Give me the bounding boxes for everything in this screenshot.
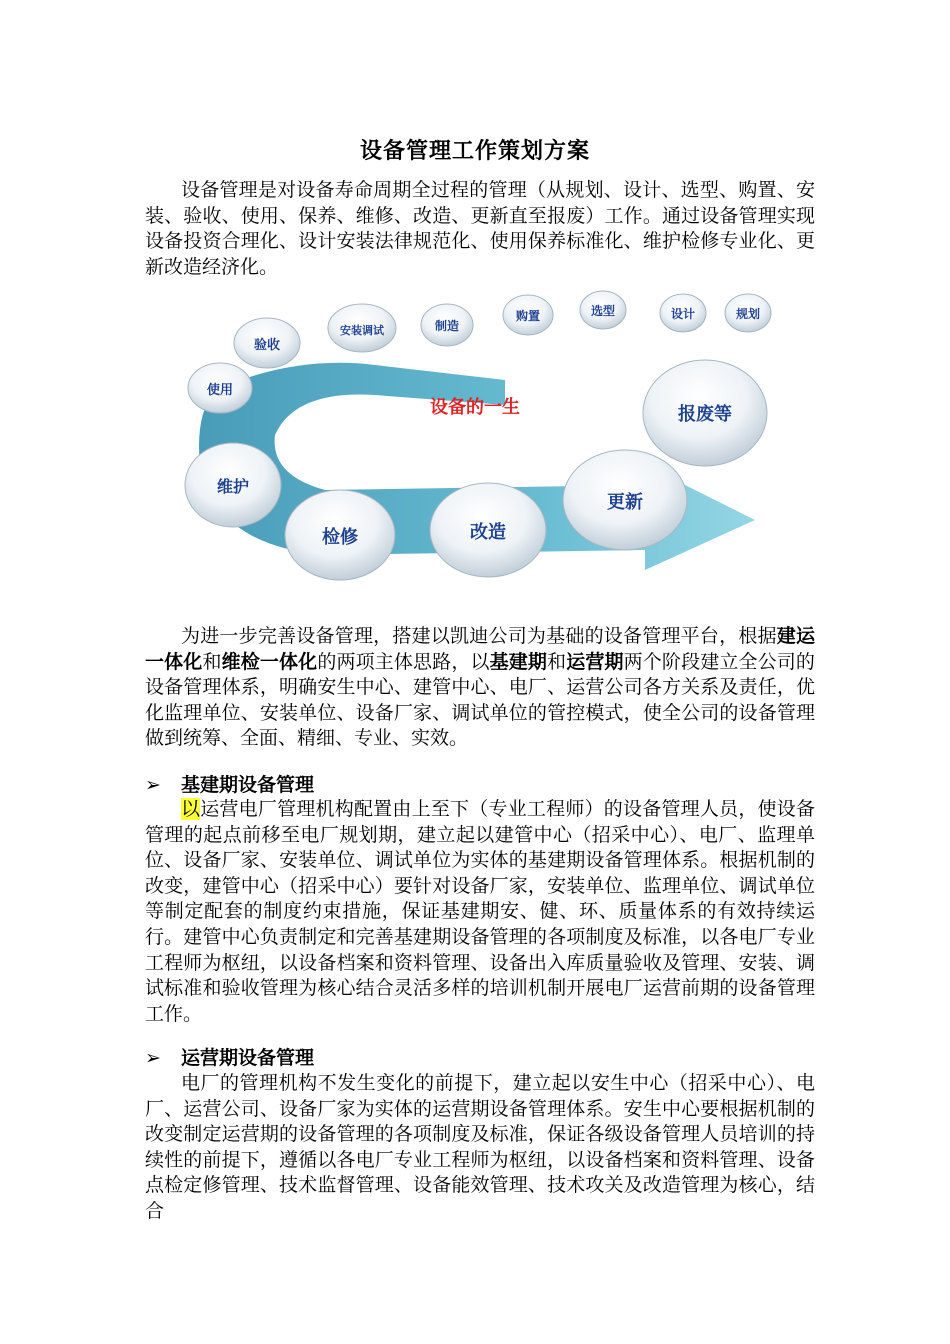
svg-text:规划: 规划 (735, 307, 761, 321)
svg-text:维护: 维护 (216, 477, 250, 496)
stage-bubble-use (188, 363, 252, 413)
svg-text:报废等: 报废等 (678, 404, 732, 425)
lifecycle-center-label (430, 396, 520, 418)
svg-text:制造: 制造 (434, 319, 460, 333)
stage-bubble-acceptance (234, 318, 300, 368)
stage-bubble-renovation (430, 483, 546, 577)
svg-text:设备的一生: 设备的一生 (430, 397, 520, 418)
arrow-bullet-icon: ➢ (145, 1047, 161, 1069)
svg-text:更新: 更新 (607, 492, 643, 513)
operation-paragraph: 电厂的管理机构不发生变化的前提下，建立起以安生中心（招采中心）、电厂、运营公司、设备厂家为实体的运营期设备管理体系。安生中心要根据机制的改变制定运营期的设备管理的各项制度及标准，保证各级设备管理人员培训的持续性的前提下，遵循以各电厂专业工程师为枢纽，以设备档案和资料管理、设备点检定修管理、技术监督管理、设备能效管理、技术攻关及改造管理为核心，结合 (145, 1072, 815, 1222)
stage-bubble-manufacture (421, 304, 473, 346)
section-heading-construction: ➢ 基建期设备管理 (145, 774, 315, 796)
stage-bubble-scrap (643, 360, 767, 466)
strategy-paragraph: 为进一步完善设备管理，搭建以凯迪公司为基础的设备管理平台，根据建运一体化和维检一体化的两项主体思路，以基建期和运营期两个阶段建立全公司的设备管理体系，明确安生中心、建管中心、电厂、运营公司各方关系及责任，优化监理单位、安装单位、设备厂家、调试单位的管控模式，使全公司的设备管理做到统筹、全面、精细、专业、实效。 (145, 625, 815, 750)
stage-bubble-selection (580, 291, 626, 329)
stage-bubble-planning (725, 294, 771, 332)
arrow-bullet-icon: ➢ (145, 774, 161, 796)
svg-text:设计: 设计 (670, 307, 696, 321)
stage-bubble-design (660, 294, 706, 332)
svg-text:检修: 检修 (322, 527, 358, 548)
svg-text:安装调试: 安装调试 (340, 324, 384, 337)
section-heading-operation: ➢ 运营期设备管理 (145, 1047, 315, 1069)
intro-paragraph: 设备管理是对设备寿命周期全过程的管理（从规划、设计、选型、购置、安装、验收、使用、保养、维修、改造、更新直至报废）工作。通过设备管理实现设备投资合理化、设计安装法律规范化、使用保养标准化、维护检修专业化、更新改造经济化。 (145, 179, 815, 278)
stage-bubble-install-debug (328, 304, 396, 352)
svg-text:购置: 购置 (515, 309, 541, 323)
svg-text:选型: 选型 (590, 304, 616, 318)
svg-text:改造: 改造 (470, 522, 506, 543)
stage-bubble-update (563, 450, 687, 550)
highlighted-char: 以 (181, 798, 201, 820)
equipment-lifecycle-diagram (175, 285, 780, 605)
stage-bubble-maintenance (185, 443, 281, 527)
page-title: 设备管理工作策划方案 (359, 139, 590, 164)
construction-paragraph: 以运营电厂管理机构配置由上至下（专业工程师）的设备管理人员，使设备管理的起点前移至电厂规划期，建立起以建管中心（招采中心）、电厂、监理单位、设备厂家、安装单位、调试单位为实体的基建期设备管理体系。根据机制的改变，建管中心（招采中心）要针对设备厂家，安装单位、监理单位、调试单位等制定配套的制度约束措施，保证基建期安、健、环、质量体系的有效持续运行。建管中心负责制定和完善基建期设备管理的各项制度及标准，以各电厂专业工程师为枢纽，以设备档案和资料管理、设备出入库质量验收及管理、安装、调试标准和验收管理为核心结合灵活多样的培训机制开展电厂运营前期的设备管理工作。 (145, 798, 815, 1025)
stage-bubble-purchase (503, 295, 553, 335)
svg-text:验收: 验收 (253, 338, 281, 353)
svg-text:使用: 使用 (206, 383, 234, 398)
stage-bubble-overhaul (285, 490, 395, 580)
